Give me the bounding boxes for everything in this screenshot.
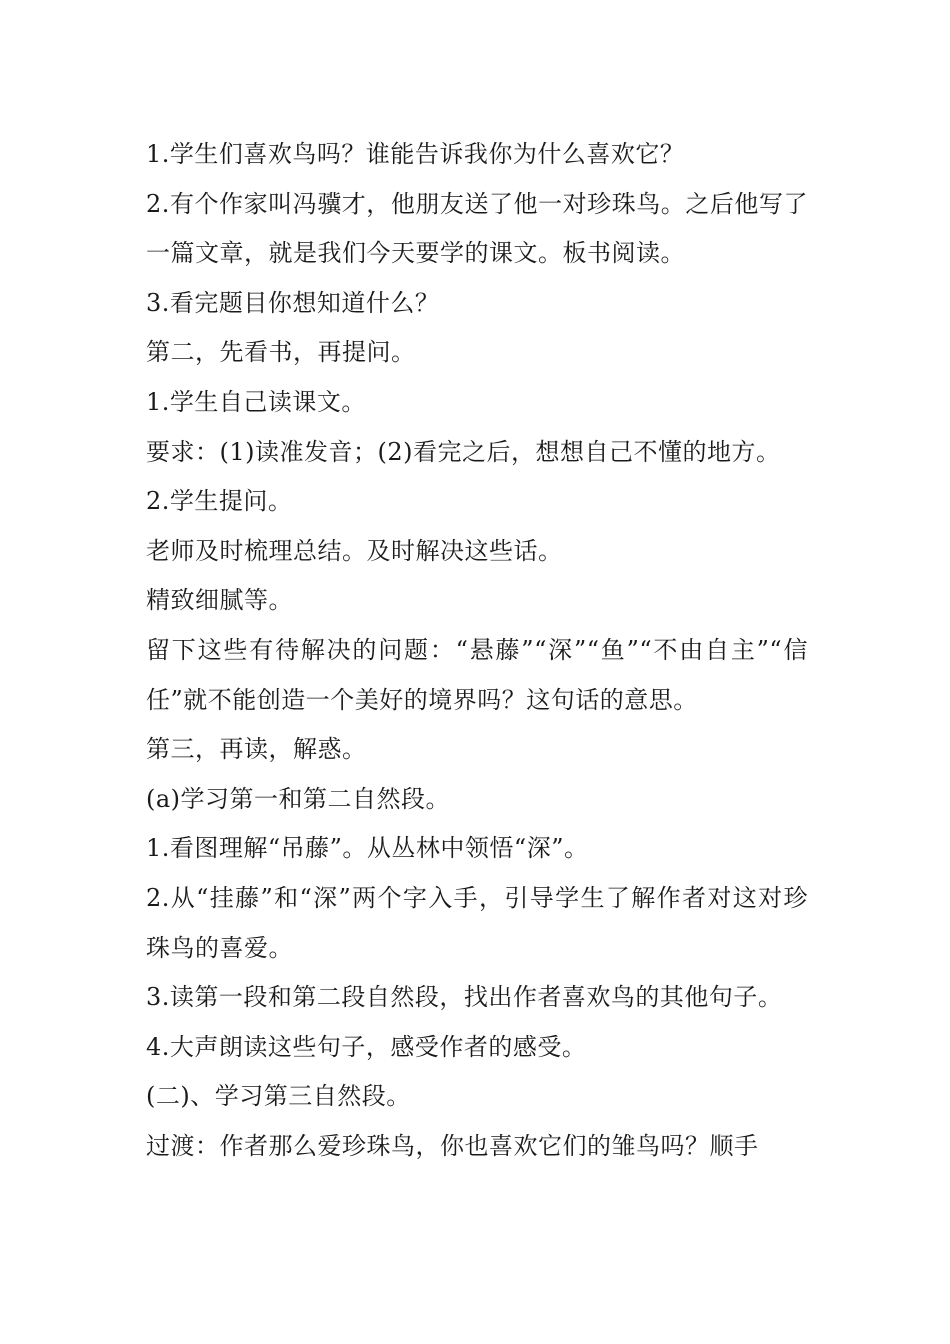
paragraph-13: 1.看图理解“吊藤”。从丛林中领悟“深”。 [146,834,589,863]
paragraph-5: 1.学生自己读课文。 [146,387,366,416]
paragraph-4: 第二，先看书，再提问。 [146,338,416,367]
paragraph-18: 过渡：作者那么爱珍珠鸟，你也喜欢它们的雏鸟吗？顺手 [146,1131,759,1160]
paragraph-14: 2.从“挂藤”和“深”两个字入手，引导学生了解作者对这对珍珠鸟的喜爱。 [146,883,808,962]
paragraph-10: 留下这些有待解决的问题：“悬藤”“深”“鱼”“不由自主”“信任”就不能创造一个美好的境界吗？这句话的意思。 [146,635,808,714]
paragraph-16: 4.大声朗读这些句子，感受作者的感受。 [146,1032,587,1061]
paragraph-3: 3.看完题目你想知道什么？ [146,288,440,317]
paragraph-6: 要求：(1)读准发音；(2)看完之后，想想自己不懂的地方。 [146,437,781,466]
paragraph-8: 老师及时梳理总结。及时解决这些话。 [146,536,563,565]
paragraph-7: 2.学生提问。 [146,487,293,516]
paragraph-15: 3.读第一段和第二段自然段，找出作者喜欢鸟的其他句子。 [146,983,783,1012]
paragraph-11: 第三，再读，解惑。 [146,735,367,764]
paragraph-12: (a)学习第一和第二自然段。 [146,784,451,813]
paragraph-17: (二)、学习第三自然段。 [146,1082,411,1111]
paragraph-2: 2.有个作家叫冯骥才，他朋友送了他一对珍珠鸟。之后他写了一篇文章，就是我们今天要学的课文。板书阅读。 [146,189,808,268]
document-page [146,130,808,1171]
paragraph-1: 1.学生们喜欢鸟吗？谁能告诉我你为什么喜欢它？ [146,140,685,168]
paragraph-9: 精致细腻等。 [146,586,293,615]
